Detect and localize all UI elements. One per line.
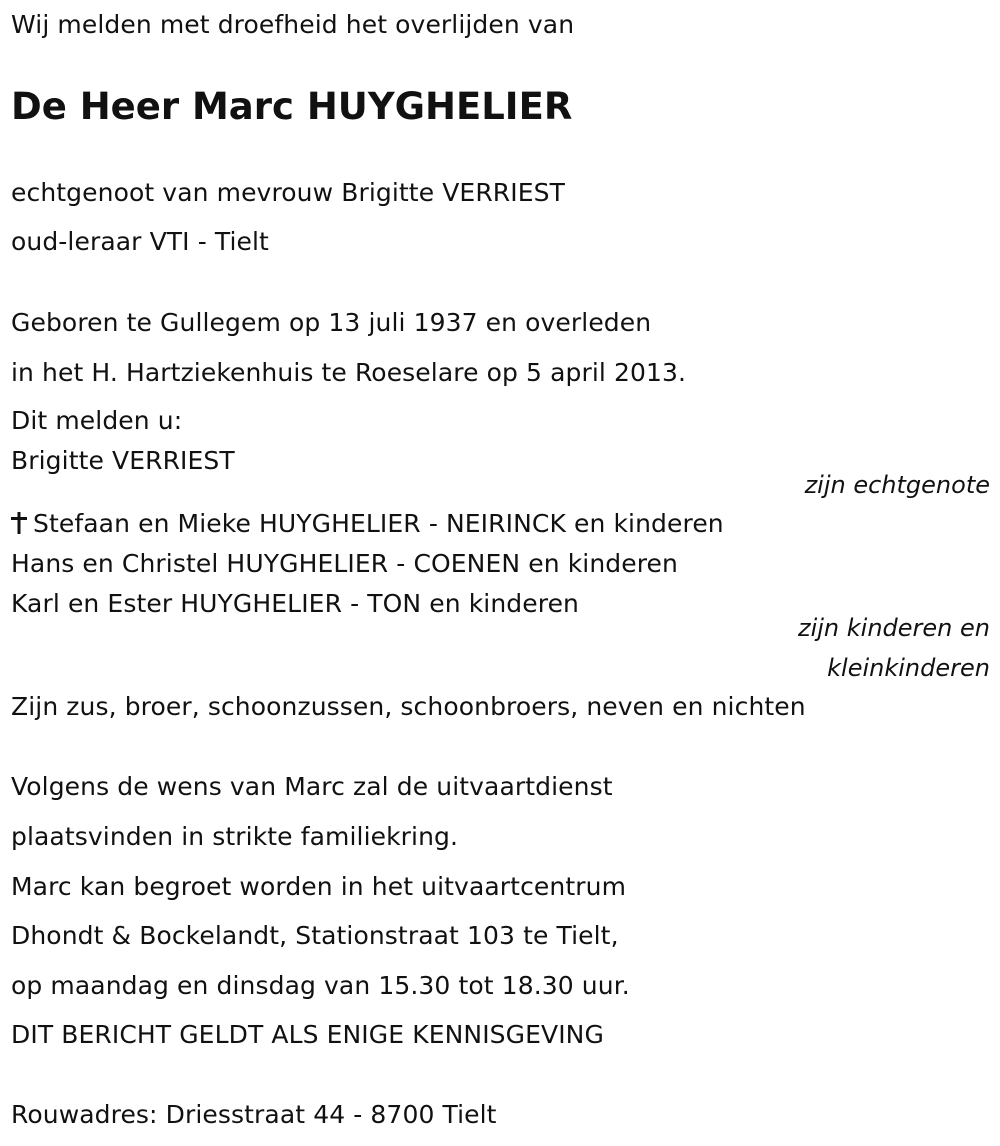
relatives-line: Zijn zus, broer, schoonzussen, schoonbroers, neven en nichten: [11, 692, 806, 721]
child-line-2: Hans en Christel HUYGHELIER - COENEN en kinderen: [11, 549, 678, 578]
address-line: Rouwadres: Driesstraat 44 - 8700 Tielt: [11, 1100, 497, 1129]
deceased-name: De Heer Marc HUYGHELIER: [11, 85, 573, 128]
profession-line: oud-leraar VTI - Tielt: [11, 227, 269, 256]
children-role-line-2: kleinkinderen: [827, 654, 990, 682]
notice-line: DIT BERICHT GELDT ALS ENIGE KENNISGEVING: [11, 1020, 604, 1049]
cross-icon: [11, 512, 27, 534]
intro-text: Wij melden met droefheid het overlijden van: [11, 10, 575, 39]
spouse-name: Brigitte VERRIEST: [11, 446, 235, 475]
child-line-1: [11, 509, 724, 539]
spouse-line: echtgenoot van mevrouw Brigitte VERRIEST: [11, 178, 565, 207]
death-line: in het H. Hartziekenhuis te Roeselare op 5 april 2013.: [11, 358, 687, 387]
child-line-3: Karl en Ester HUYGHELIER - TON en kinderen: [11, 589, 580, 618]
funeral-line-5: op maandag en dinsdag van 15.30 tot 18.30 uur.: [11, 971, 630, 1000]
funeral-line-1: Volgens de wens van Marc zal de uitvaartdienst: [11, 772, 613, 801]
birth-line: Geboren te Gullegem op 13 juli 1937 en overleden: [11, 308, 652, 337]
children-role-line-1: zijn kinderen en: [798, 614, 990, 642]
spouse-role: zijn echtgenote: [804, 471, 990, 499]
announcers-intro: Dit melden u:: [11, 406, 183, 435]
funeral-line-3: Marc kan begroet worden in het uitvaartcentrum: [11, 872, 627, 901]
funeral-line-4: Dhondt & Bockelandt, Stationstraat 103 te Tielt,: [11, 921, 619, 950]
child-line-1-text: Stefaan en Mieke HUYGHELIER - NEIRINCK en kinderen: [33, 509, 724, 538]
funeral-line-2: plaatsvinden in strikte familiekring.: [11, 822, 459, 851]
